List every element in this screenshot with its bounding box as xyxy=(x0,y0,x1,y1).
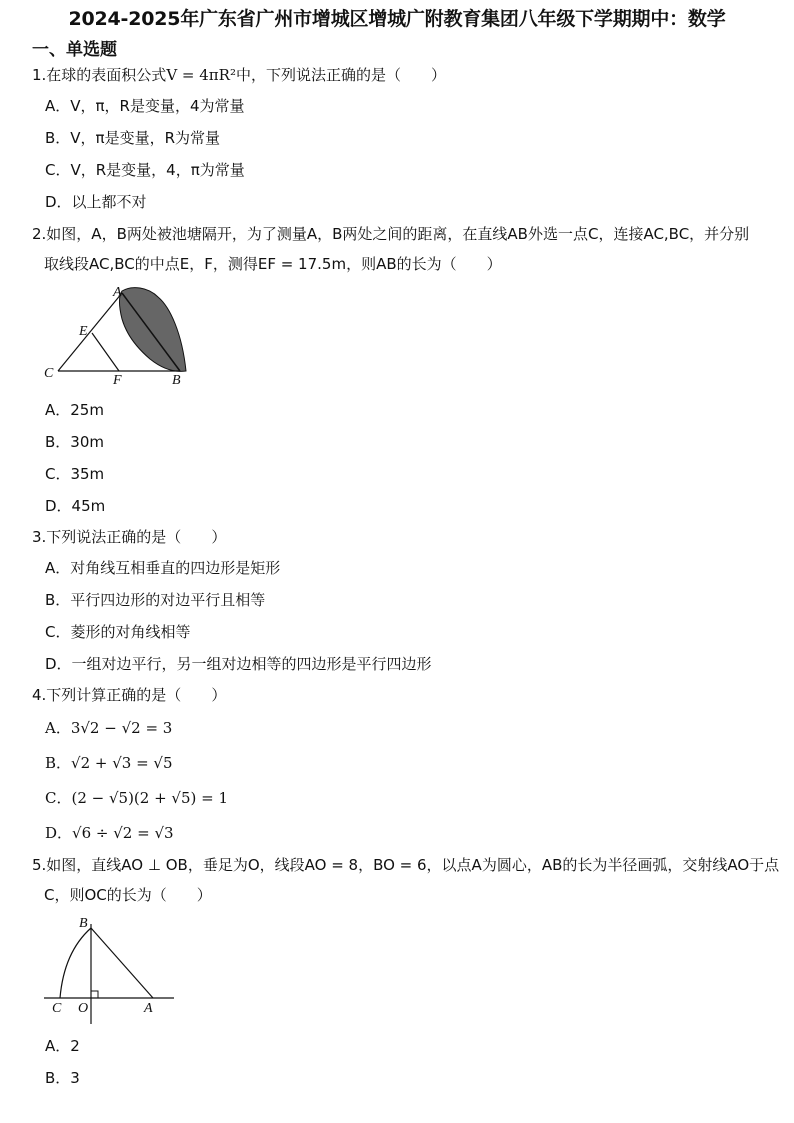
question-1-formula: V = 4πR² xyxy=(166,66,236,84)
question-2-line-2: 取线段AC,BC的中点E，F，测得EF = 17.5m，则AB的长为（ ） xyxy=(44,255,502,273)
question-5-option-a: A．2 xyxy=(45,1037,80,1055)
question-3-option-d: D．一组对边平行，另一组对边相等的四边形是平行四边形 xyxy=(45,655,432,673)
document-title: 2024-2025年广东省广州市增城区增城广附教育集团八年级下学期期中：数学 xyxy=(68,8,726,30)
question-5-line-2: C，则OC的长为（ ） xyxy=(44,886,212,904)
question-4-option-c: C．(2 − √5)(2 + √5) = 1 xyxy=(45,789,229,807)
section-heading: 一、单选题 xyxy=(32,40,117,60)
pond-triangle-figure xyxy=(40,283,190,388)
question-3-option-b: B．平行四边形的对边平行且相等 xyxy=(45,591,266,609)
question-2-stem xyxy=(32,219,787,279)
question-5-option-b: B．3 xyxy=(45,1069,80,1087)
label-O: O xyxy=(78,1001,89,1016)
label-A: A xyxy=(144,1001,153,1016)
label-C: C xyxy=(52,1001,62,1016)
question-3-option-a: A．对角线互相垂直的四边形是矩形 xyxy=(45,559,281,577)
arc-right-angle-figure xyxy=(40,912,180,1027)
question-1-stem xyxy=(32,60,787,90)
question-3-option-c: C．菱形的对角线相等 xyxy=(45,623,191,641)
question-5-stem xyxy=(32,850,787,910)
question-2-option-c: C．35m xyxy=(45,465,105,483)
label-F: F xyxy=(113,373,122,388)
label-B: B xyxy=(172,373,181,388)
question-1-option-d: D．以上都不对 xyxy=(45,193,147,211)
label-C: C xyxy=(44,366,54,381)
question-2-option-a: A．25m xyxy=(45,401,104,419)
question-1-option-c: C．V，R是变量，4，π为常量 xyxy=(45,161,245,179)
question-1-option-a: A．V，π，R是变量，4为常量 xyxy=(45,97,245,115)
question-5-line-1: 5.如图，直线AO ⊥ OB，垂足为O，线段AO = 8，BO = 6，以点A为圆心，AB的长为半径画弧，交射线AO于点 xyxy=(32,856,780,874)
question-2-option-b: B．30m xyxy=(45,433,104,451)
question-2-line-1: 2.如图，A，B两处被池塘隔开，为了测量A，B两处之间的距离，在直线AB外选一点C，连接AC,BC，并分别 xyxy=(32,225,750,243)
label-A: A xyxy=(113,285,122,300)
question-1-prefix: 1.在球的表面积公式 xyxy=(32,66,167,84)
question-2-option-d: D．45m xyxy=(45,497,106,515)
question-3-stem: 3.下列说法正确的是（ ） xyxy=(32,528,227,546)
question-4-option-b: B．√2 + √3 = √5 xyxy=(45,754,173,772)
question-4-option-d: D．√6 ÷ √2 = √3 xyxy=(45,824,174,842)
question-1-option-b: B．V，π是变量，R为常量 xyxy=(45,129,221,147)
question-4-option-a: A．3√2 − √2 = 3 xyxy=(45,719,173,737)
label-B: B xyxy=(79,916,88,931)
question-1-suffix: 中，下列说法正确的是（ ） xyxy=(235,66,446,84)
question-4-stem: 4.下列计算正确的是（ ） xyxy=(32,686,227,704)
label-E: E xyxy=(79,324,88,339)
